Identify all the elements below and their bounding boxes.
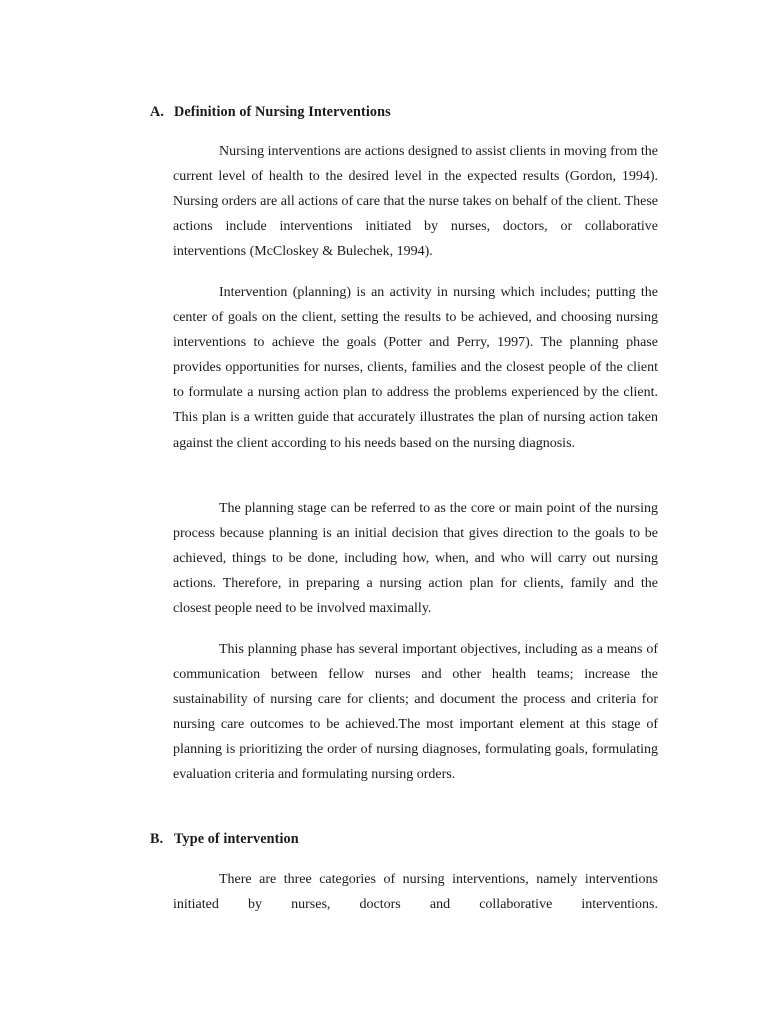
paragraph: Intervention (planning) is an activity in nursing which includes; putting the center of goals on the client, setting the results to be achieved, and choosing nursing interventions to achieve the goals (Potter and Perry, 1997). The planning phase provides opportunities for nurses, clients, families and the closest people of the client to formulate a nursing action plan to address the problems experienced by the client. This plan is a written guide that accurately illustrates the plan of nursing action taken against the client according to his needs based on the nursing diagnosis. <box>173 285 658 451</box>
paragraph: This planning phase has several important objectives, including as a means of communication between fellow nurses and other health teams; increase the sustainability of nursing care for clients; and document the process and criteria for nursing care outcomes to be achieved.The most important element at this stage of planning is prioritizing the order of nursing diagnoses, formulating goals, formulating evaluation criteria and formulating nursing orders. <box>173 642 658 783</box>
section-heading-a <box>150 104 391 121</box>
section-title-a: Definition of Nursing Interventions <box>174 104 391 120</box>
paragraph: Nursing interventions are actions designed to assist clients in moving from the current level of health to the desired level in the expected results (Gordon, 1994). Nursing orders are all actions of care that the nurse takes on behalf of the client. These actions include interventions initiated by nurses, doctors, or collaborative interventions (McCloskey & Bulechek, 1994). <box>173 144 658 260</box>
paragraph: There are three categories of nursing interventions, namely interventions initiated by nurses, doctors and collaborative interventions. <box>173 872 658 913</box>
section-title-b: Type of intervention <box>174 831 299 847</box>
section-letter-b: B. <box>150 831 164 847</box>
paragraph: The planning stage can be referred to as the core or main point of the nursing process because planning is an initial decision that gives direction to the goals to be achieved, things to be done, including how, when, and who will carry out nursing actions. Therefore, in preparing a nursing action plan for clients, family and the closest people need to be involved maximally. <box>173 501 658 617</box>
section-letter-a: A. <box>150 104 164 120</box>
section-heading-b <box>150 831 299 848</box>
